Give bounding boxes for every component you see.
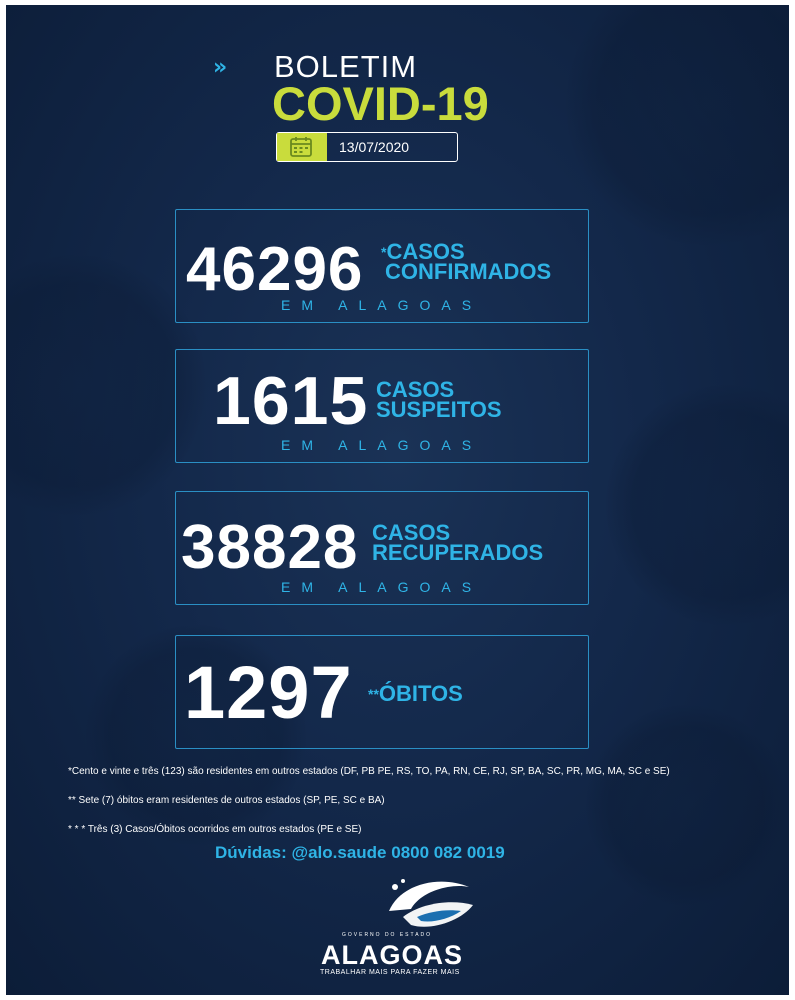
stat-label	[368, 681, 463, 706]
stat-value: 38828	[181, 513, 359, 582]
stat-region: EM ALAGOAS	[281, 579, 483, 595]
covid-title: COVID-19	[272, 77, 489, 130]
bulletin-date: 13/07/2020	[339, 139, 410, 155]
footnote-1: *Cento e vinte e três (123) são residentes em outros estados (DF, PB PE, RS, TO, PA, RN, CE, RJ, SP, BA, SC, PR, MG, MA, SC e SE)	[68, 766, 670, 777]
stat-region: EM ALAGOAS	[281, 297, 483, 313]
stat-label-line2: CONFIRMADOS	[385, 259, 552, 284]
date-badge	[276, 132, 458, 162]
stat-card-suspected	[175, 349, 589, 463]
stat-label-line2: SUSPEITOS	[376, 397, 502, 422]
stat-label-line2: RECUPERADOS	[372, 540, 544, 565]
stat-card-deaths	[175, 635, 589, 749]
alagoas-wave-logo-icon	[381, 873, 481, 935]
virus-background-icon	[586, 705, 786, 905]
bulletin-title: BOLETIM	[274, 49, 418, 84]
stat-region: EM ALAGOAS	[281, 437, 483, 453]
stat-label	[372, 520, 544, 565]
footnote-3: * * * Três (3) Casos/Óbitos ocorridos em outros estados (PE e SE)	[68, 824, 362, 835]
covid-bulletin-poster	[6, 5, 789, 995]
stat-label	[376, 377, 502, 422]
stat-label	[381, 239, 552, 284]
logo-name: ALAGOAS	[321, 940, 463, 970]
stat-value: 1297	[184, 651, 353, 734]
contact-line: Dúvidas: @alo.saude 0800 082 0019	[215, 843, 505, 862]
double-chevron-icon: »	[213, 55, 224, 80]
calendar-icon	[277, 133, 327, 161]
stat-value: 46296	[186, 235, 364, 304]
footnote-2: ** Sete (7) óbitos eram residentes de outros estados (SP, PE, SC e BA)	[68, 795, 385, 806]
logo-government-text: GOVERNO DO ESTADO	[342, 932, 433, 938]
stat-label-line1: CASOS	[376, 377, 455, 402]
stat-marker: **	[368, 686, 379, 702]
stat-label-line1: CASOS	[386, 239, 465, 264]
logo-tagline: TRABALHAR MAIS PARA FAZER MAIS	[320, 969, 460, 976]
stat-label-line1: ÓBITOS	[378, 681, 463, 706]
virus-background-icon	[606, 385, 789, 625]
stat-marker: *	[381, 244, 387, 260]
stat-value: 1615	[213, 363, 369, 439]
stat-label-line1: CASOS	[372, 520, 451, 545]
stat-card-recovered	[175, 491, 589, 605]
stat-card-confirmed	[175, 209, 589, 323]
virus-background-icon	[566, 5, 789, 245]
